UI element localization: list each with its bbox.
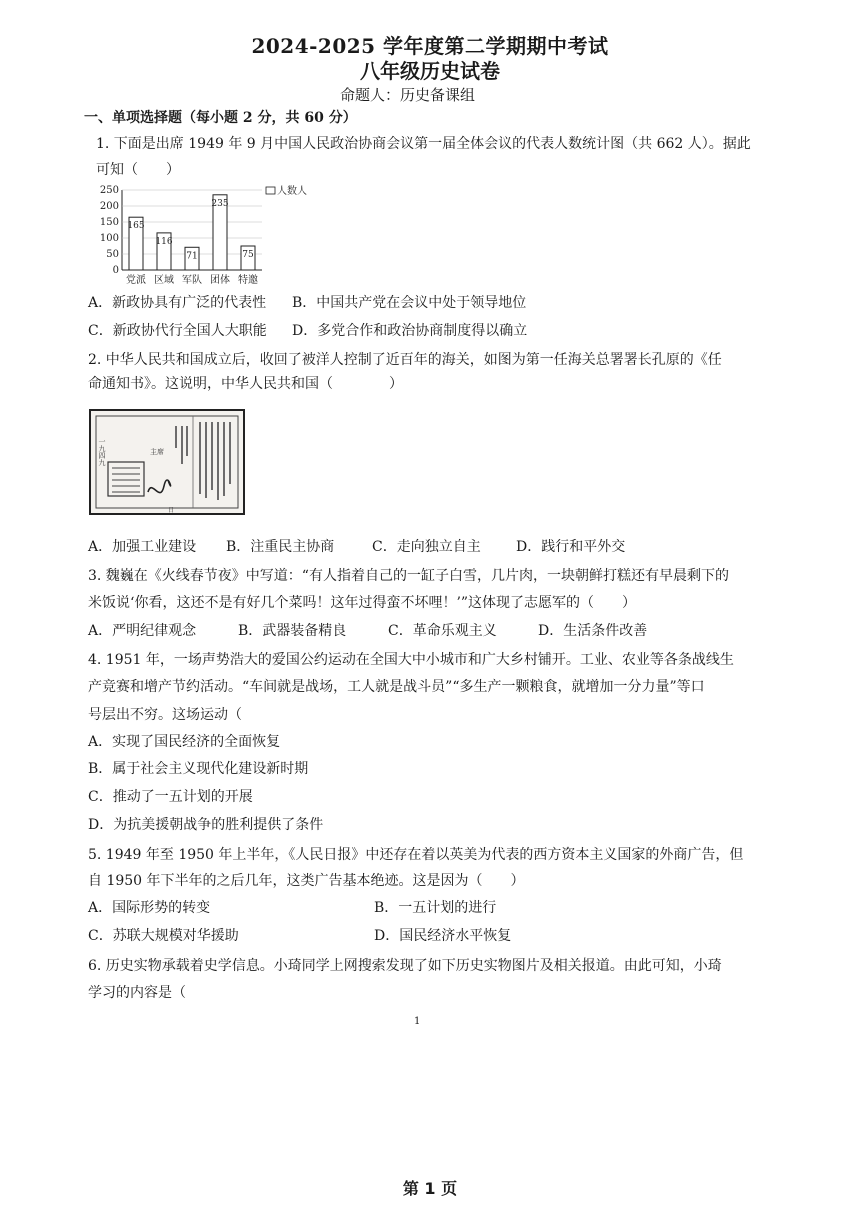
q1-option-a[interactable]: A．新政协具有广泛的代表性	[88, 295, 267, 311]
q4-option-d[interactable]: D．为抗美援朝战争的胜利提供了条件	[88, 817, 324, 833]
chart-bar-value-label: 71	[186, 251, 198, 262]
exam-title: 2024-2025 学年度第二学期期中考试	[251, 34, 609, 58]
chart-legend-swatch	[266, 187, 275, 194]
page-number: 1	[414, 1016, 421, 1027]
chart-y-tick-label: 150	[99, 217, 119, 228]
q3-stem-line1: 3. 魏巍在《火线春节夜》中写道：“有人指着自己的一缸子白雪，几片肉，一块朝鲜打糕还有早晨剩下的	[88, 568, 729, 584]
q1-option-d[interactable]: D．多党合作和政治协商制度得以确立	[292, 323, 528, 339]
chart-bar-value-label: 75	[242, 250, 254, 260]
q1-stem-line2: 可知（ ）	[96, 162, 180, 178]
chart-legend-label: 人数人	[277, 186, 307, 197]
page-footer: 第 1 页	[402, 1179, 458, 1198]
q5-option-d[interactable]: D．国民经济水平恢复	[374, 928, 512, 944]
chart-category-label: 团体	[210, 275, 230, 286]
svg-text:主席: 主席	[150, 448, 164, 456]
q2-stem-line1: 2. 中华人民共和国成立后，收回了被洋人控制了近百年的海关，如图为第一任海关总署署长孔原的《任	[88, 352, 722, 368]
chart-y-tick-label: 250	[99, 185, 119, 196]
q4-option-c[interactable]: C．推动了一五计划的开展	[88, 789, 253, 805]
q5-stem-line1: 5. 1949 年至 1950 年上半年，《人民日报》中还存在着以英美为代表的西方资本主义国家的外商广告，但	[88, 847, 744, 863]
chart-category-label: 党派	[126, 275, 146, 286]
appointment-notice-image	[88, 408, 246, 518]
chart-y-tick-label: 200	[99, 201, 119, 212]
chart-category-label: 特邀	[238, 275, 258, 286]
q3-option-a[interactable]: A．严明纪律观念	[88, 623, 197, 639]
exam-subtitle: 八年级历史试卷	[360, 59, 500, 83]
notice-year: 一九四九	[98, 438, 106, 466]
svg-text:日: 日	[168, 507, 175, 514]
q2-option-b[interactable]: B．注重民主协商	[226, 539, 335, 555]
q2-option-c[interactable]: C．走向独立自主	[372, 539, 481, 555]
q4-stem-line3: 号层出不穷。这场运动（	[88, 707, 242, 723]
q4-stem-line2: 产竞赛和增产节约活动。“车间就是战场，工人就是战斗员”“多生产一颗粮食，就增加一分力量”等口	[88, 679, 705, 695]
q5-stem-line2: 自 1950 年下半年的之后几年，这类广告基本绝迹。这是因为（ ）	[88, 873, 525, 889]
q3-option-b[interactable]: B．武器装备精良	[238, 623, 347, 639]
q2-option-d[interactable]: D．践行和平外交	[516, 539, 626, 555]
q6-stem-line1: 6. 历史实物承载着史学信息。小琦同学上网搜索发现了如下历史实物图片及相关报道。由此可知，小琦	[88, 958, 722, 974]
q4-option-b[interactable]: B．属于社会主义现代化建设新时期	[88, 761, 309, 777]
exam-author: 命题人：历史备课组	[340, 86, 476, 104]
q5-option-a[interactable]: A．国际形势的转变	[88, 900, 211, 916]
chart-bar-value-label: 116	[155, 236, 173, 247]
q4-option-a[interactable]: A．实现了国民经济的全面恢复	[88, 734, 281, 750]
chart-bar-value-label: 235	[211, 198, 229, 209]
q1-option-c[interactable]: C．新政协代行全国人大职能	[88, 323, 267, 339]
chart-category-label: 军队	[182, 275, 202, 286]
chart-bar-value-label: 165	[127, 221, 145, 232]
section-heading: 一、单项选择题（每小题 2 分，共 60 分）	[84, 110, 357, 126]
q2-stem-line2: 命通知书》。这说明，中华人民共和国（ ）	[88, 376, 403, 392]
chart-y-tick-label: 0	[112, 265, 119, 276]
q1-stem-line1: 1. 下面是出席 1949 年 9 月中国人民政治协商会议第一届全体会议的代表人数统计图（共 662 人）。据此	[96, 136, 751, 152]
chart-y-tick-label: 100	[99, 233, 119, 244]
q4-stem-line1: 4. 1951 年，一场声势浩大的爱国公约运动在全国大中小城市和广大乡村铺开。工业、农业等各条战线生	[88, 652, 734, 668]
q6-stem-line2: 学习的内容是（	[88, 985, 186, 1001]
q2-option-a[interactable]: A．加强工业建设	[88, 539, 197, 555]
q1-bar-chart	[94, 182, 324, 290]
q1-option-b[interactable]: B．中国共产党在会议中处于领导地位	[292, 295, 527, 311]
q3-option-d[interactable]: D．生活条件改善	[538, 623, 648, 639]
chart-y-tick-label: 50	[106, 249, 119, 260]
q5-option-c[interactable]: C．苏联大规模对华援助	[88, 928, 239, 944]
q3-stem-line2: 米饭说‘你看，这还不是有好几个菜吗！这年过得蛮不坏哩！’”这体现了志愿军的（ ）	[88, 595, 637, 611]
q3-option-c[interactable]: C．革命乐观主义	[388, 623, 497, 639]
chart-category-label: 区域	[154, 275, 174, 286]
q5-option-b[interactable]: B．一五计划的进行	[374, 900, 497, 916]
